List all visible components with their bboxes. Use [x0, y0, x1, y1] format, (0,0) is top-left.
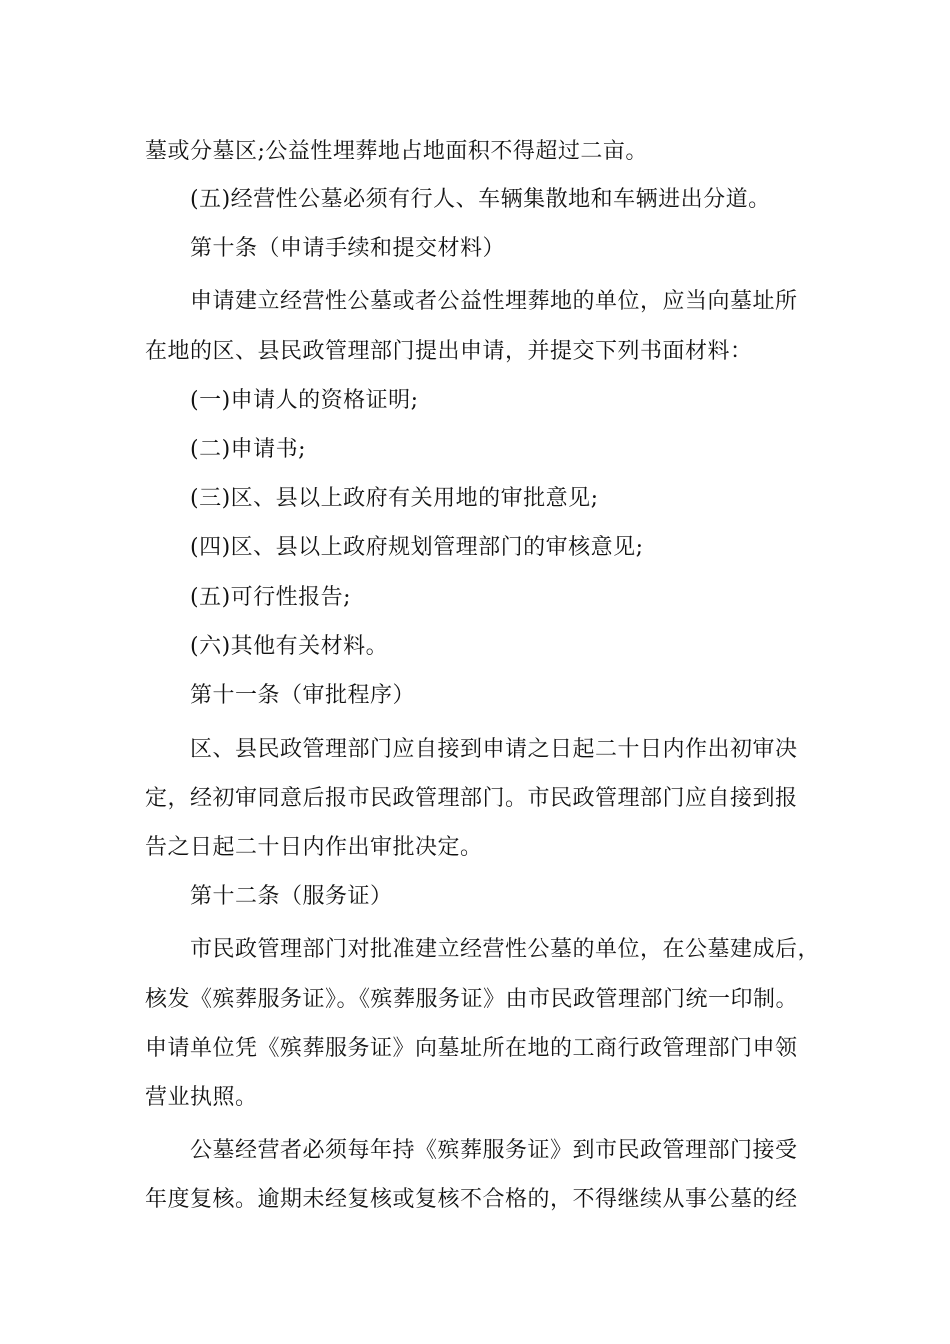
text-line-2: (五)经营性公墓必须有行人、车辆集散地和车辆进出分道。	[190, 187, 771, 212]
text-line-22: 年度复核。逾期未经复核或复核不合格的，不得继续从事公墓的经	[145, 1187, 798, 1212]
text-line-15: 告之日起二十日内作出审批决定。	[145, 835, 483, 860]
text-line-14: 定，经初审同意后报市民政管理部门。市民政管理部门应自接到报	[145, 786, 798, 811]
text-line-13: 区、县民政管理部门应自接到申请之日起二十日内作出初审决	[190, 737, 798, 762]
text-line-20: 营业执照。	[145, 1085, 258, 1110]
list-item-5: (五)可行性报告;	[190, 585, 352, 610]
list-item-2: (二)申请书;	[190, 437, 307, 462]
list-item-4: (四)区、县以上政府规划管理部门的审核意见;	[190, 535, 644, 560]
section-heading-article-10: 第十条（申请手续和提交材料）	[190, 236, 506, 261]
text-line-18: 核发《殡葬服务证》。《殡葬服务证》由市民政管理部门统一印制。	[145, 987, 799, 1012]
list-item-3: (三)区、县以上政府有关用地的审批意见;	[190, 486, 599, 511]
text-line-5: 在地的区、县民政管理部门提出申请，并提交下列书面材料：	[145, 339, 753, 364]
text-line-17: 市民政管理部门对批准建立经营性公墓的单位，在公墓建成后，	[190, 937, 821, 962]
text-line-19: 申请单位凭《殡葬服务证》向墓址所在地的工商行政管理部门申领	[145, 1036, 798, 1061]
text-line-1: 墓或分墓区;公益性埋葬地占地面积不得超过二亩。	[145, 139, 648, 164]
section-heading-article-11: 第十一条（审批程序）	[190, 683, 416, 708]
list-item-1: (一)申请人的资格证明;	[190, 388, 419, 413]
text-line-4: 申请建立经营性公墓或者公益性埋葬地的单位，应当向墓址所	[190, 289, 798, 314]
section-heading-article-12: 第十二条（服务证）	[190, 884, 393, 909]
list-item-6: (六)其他有关材料。	[190, 634, 389, 659]
text-line-21: 公墓经营者必须每年持《殡葬服务证》到市民政管理部门接受	[190, 1138, 798, 1163]
